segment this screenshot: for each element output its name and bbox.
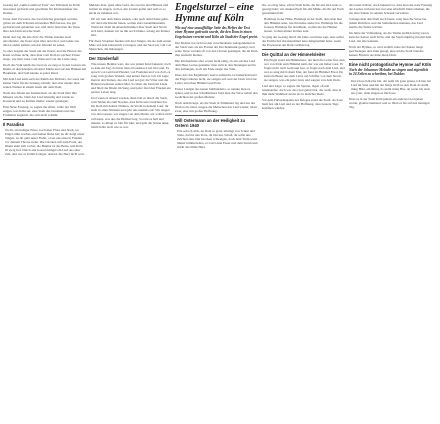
column-5	[349, 3, 432, 421]
article-subheadline: Wie auf eine unauffällige Seite des Heftes der Text einer Hymne gedruckt wurde, die den Dom in einen Engelssturz versetzt und Köln als Stadt der Engel preist.	[175, 26, 258, 39]
body-paragraph: Nu, wo mag leise, schön Stadt Köln, die Ihr uns im Liede so gezeigt habt; wir danken Euch für alle Mühe, die Ihr auf Euch genommen habt.	[262, 3, 344, 16]
section-divider	[89, 53, 172, 54]
section-divider	[175, 115, 258, 116]
body-paragraph: Doch das Volk nahm das Lied an, es sang es in den Gassen am Rhein, in den Kneipen am Alter Markt und auf den Bänken am Heumarkt, und bald kannte es jedes Kind.	[3, 62, 86, 75]
poem-verse: Ob wir nun dem Tanze sinnen, oder nach dem Dome gehn, wir sind alle Kinder innen, wollen stets zusammenstehn. Wenn der Dom im Abendschimmer über Stadt und Strom sich hebt, denken wir an ihn noch immer, solang ein Kölner lebt.	[91, 16, 170, 38]
body-paragraph: Meldete man, ganz ohne Geld, das Lied in den Häusern und Gärten zu singen, weil es den Leuten gefiel und weil es so leicht zu behalten war.	[89, 3, 169, 16]
poem-verse: Ein Engel stand am Himmelstor, der hielt die Leiter fest, und wer von Köln zum Himmel kam, der war ein lieber Gast. Er fragte nicht nach Geld und Gut, er fragte nach dem Lied, und wer es sang mit frohem Mut, der fand im Himmel Fried. Da kam ein Bauer aus dem Land, ein Schiffer von dem Strom, sie sangen, was ein jeder fand, und sangen von dem Dom.	[264, 58, 345, 83]
poem-verse: Was unsere Heimat wert, das war jedem Kind bekannt; doch es kam ein Tag, da hörte man ein anderes Lied im Land. Es sprach von Geld und Handel, von Fremden und von Zoll, es sang vom großen Wandel, und keiner fand es toll. Da sagte man in den Stuben, das alte Lied sei gut; die Väter und die Buben bewahrten seinen Mut. So blieb der Dom im Liede und blieb der Rhein im Sang, und jeder fand den Frieden ein ganzes Leben lang.	[91, 62, 171, 95]
body-paragraph: Nach dem Kriege, als die Stadt in Trümmern lag und nur der Dom noch stand, sangen die Menschen das Lied wieder, leiser zwar, aber mit großer Hoffnung.	[175, 101, 258, 114]
poem-verse: Dat ich ne Kölsche bin, dat weiß ich ganz genau, ich han dat Lied im Sinn und bin dat Singe nit flau. Am Dom do steiht ming Hätz, am Rhing do steiht ming Hus, un wenn ich einst ens jonn, dann singen se mich uss.	[351, 78, 431, 95]
section-heading: Will Ostermann an der Heiligkeit zu Ostern 1940	[175, 118, 246, 129]
body-paragraph: Erstes Liedgut des neuen Jahrhunderts, so nannte man es später, und in den Schulbüchern fand man die Verse neben den Gedichten der großen Meister.	[175, 87, 258, 100]
body-paragraph: Mit dem Lied kam auch der Ruhm des Dichters, der sonst nur kleine Verse für die Zeitung schrieb; nun aber nannte man seinen Namen in einem Atem mit dem Dom.	[3, 76, 85, 89]
body-paragraph: Dass es in der Stadt Köln jemals ein anderes Lied geben werde, glaubte niemand; und so blieb es bis auf den heutigen Tag.	[349, 96, 430, 109]
column-4	[262, 3, 345, 421]
body-paragraph: Dass dort das Engelmotiv zuerst auftaucht, ist bemerkenswert: die Engel stürzen nicht, sie steigen auf, und der Dom wird zur Leiter zwischen Himmel und Erde.	[175, 73, 258, 86]
body-paragraph: Lied und Lüge, so sagten die Spötter, lägen oft nah beieinander; doch wer das Lied gehört hat, der weiß, dass in ihm mehr Wahrheit steckt als in mancher Rede.	[262, 84, 342, 97]
body-paragraph: Solange man den Dom noch baute, sang man die Verse bei jedem Richtfest, und die Steinmetzen meinten, das Lied mache die Steine leichter.	[349, 16, 427, 30]
body-paragraph: Für diese Strophen fanden sich drei Sänger, die sie zum ersten Male auf dem Gürzenich vortrugen, und der Saal war voll von Menschen, die mitsangen.	[89, 38, 172, 52]
body-paragraph: So aber begann der Streit um die Worte, und die Herren des Rates wollten nicht, dass man vom Dom in solchen Tönen singe, wie man sonst vom Wein und von der Liebe sang.	[3, 48, 82, 61]
body-paragraph: Eine Neue Fassung, so sagten die Alten, sollte der Welt zeigen, was Köln sei: eine Stadt des Glaubens und des Frohsinns zugleich, die sich nicht schämt.	[3, 104, 76, 117]
section-divider	[262, 49, 345, 50]
section-heading: Die Quittal an der Himmelsleiter	[262, 52, 326, 58]
poem-verse: Halleluja in der Höhe, Halleluja in der Stadt, dass man hier den Himmel sehe, wie ihn keine andre hat. Halleluja für die Gassen, Halleluja für den Rhein, wollen nie die Heimat lassen, wollen immer Kölner sein.	[264, 16, 343, 34]
body-paragraph: Unter dem Vorwand, das Lied möchte gesungen werden, gaben sie dem Tribunal ein kleines Heft heraus, das gut gedruckt und gebunden war, und darin fand man die Verse über den Dom und die Stadt.	[3, 16, 80, 34]
body-paragraph: So ging der Gesang durch die Jahre, und man sagt, dass selbst der Erzbischof ihn manchmal leise mitgesummt habe, wenn die Prozession am Dom vorüberzog.	[262, 34, 344, 48]
body-paragraph: Denn dort lag die alte Zeit: die Türme standen noch unvollendet, der Kran ragte über den Chor, und Gäste aus allen Landen kamen, um das Wunder zu sehen.	[3, 34, 79, 48]
poem-verse: Wie seh ich dich, du Dom so groß, umringt von Schutt und Stein, du bist uns Trost, du bist uns Schoß, du sollst uns Zeichen sein. Die Glocken schweigen, doch dein Turm weist immer himmelwärts, er trotzt dem Feuer und dem Sturm und stärkt das müde Herz.	[177, 129, 258, 150]
poem-verse: Und wenn es Abend worden, dann tönt es durch die Stadt, vom Süden bis zum Norden, dass Köln sein Liedchen hat. Du Dom mit deinen Türmen, du Strom in deinem Lauf, ihr steht in allen Stürmen und gebt uns niemals auf. Wir singen von den Gassen, wir singen von dem Markt, wir wollen nicht verlassen, was uns die Heimat barg. So tönt es hell und munter, so klingt es Jahr für Jahr, und geht die Sonne unter, bleibt Köln doch wie es war.	[91, 96, 172, 129]
body-paragraph: Gesang auf „Gülle Landtrost Tanz“ des Tribunals zu Köln; besonders gedruckt und gewidmet für Kirchendiener des Domes.	[3, 3, 81, 16]
article-headline: Engelsturzel – eine Hymne auf Köln	[175, 3, 254, 24]
section-divider	[349, 59, 432, 60]
section-divider	[3, 119, 86, 120]
article-subheadline: Nach der Johannes-Melodie zu singen und eigentlich in 24 Zeilen zu schreiben, bei Dubbes	[349, 67, 429, 77]
column-1	[3, 3, 86, 421]
body-paragraph: Nach den Jahren der Gründerzeit, als die Stadt über ihre Mauern wuchs, blieb das Lied lebendig und wurde zu Karneval und zu Kirmes immer wieder gesungen.	[3, 90, 77, 103]
body-paragraph: Im Jahre der Vollendung, als die Türme endlich fertig waren, kam der Kaiser nach Köln, und die Stadt empfing ihn mit dem Lied, das alle kannten.	[349, 30, 432, 43]
poem-verse: Zu dir, ein heiliger Erker, hoch über Fluss und Stadt, wo Engel stille wachen, und keiner Ruhe hat; zu dir steigt unser Singen, zu dir geht unser Flehn, o lass uns einst in Frieden vor deinem Throne stehn. Die Glocken ruft zum Feste, der Rhein zieht still vorbei, die Heimat ist das Beste, und Köln ist ewig frei. Durch alle Gassen klinget ein Lied aus alter Zeit, und wer es fröhlich singet, dem ist das Herz nicht weit.	[5, 127, 85, 157]
section-heading: Der Sündenfall	[89, 56, 119, 62]
body-paragraph: Als unser Kölner, doch bekannt ist, dass man die erste Fassung des Liedes verloren hat; nur eine Abschrift blieb erhalten, die ein alter Küster in seinem Schrank verwahrte.	[349, 3, 432, 16]
column-3	[175, 3, 258, 421]
column-2	[89, 3, 172, 421]
section-heading: Eine nicht protogotische Hymne auf Köln	[349, 61, 432, 67]
section-heading: Il Paradiso	[3, 121, 25, 127]
body-paragraph: Die Kirchenleute aber waren nicht einig, ob ein solches Lied dem Haus Gottes gezieme; man stritt in den Sitzungen und in den Zeitungen, doch am Ende siegte das Volk.	[175, 59, 256, 72]
body-paragraph: Nach der Hymne, so wird erzählt, habe der Kaiser lange geschwiegen und dann gesagt, eine solche Stadt brauche keinen Fürsten, sie habe ihren Dom.	[349, 44, 424, 57]
body-paragraph: Vor dem Pulvermagazin des Krieges stand die Stadt, doch sie hielt fest am Lied und an der Hoffnung, dass bessere Tage kommen würden.	[262, 98, 343, 111]
body-paragraph: Der Dichter hat sich bei den verschiedenen Gelegenheiten in der Stadt stets als ein Freund der Kirchenmusik gezeigt, und seine Verse wurden oft von den Chören gesungen, die im Dom ihre Andacht hielten.	[175, 41, 258, 58]
